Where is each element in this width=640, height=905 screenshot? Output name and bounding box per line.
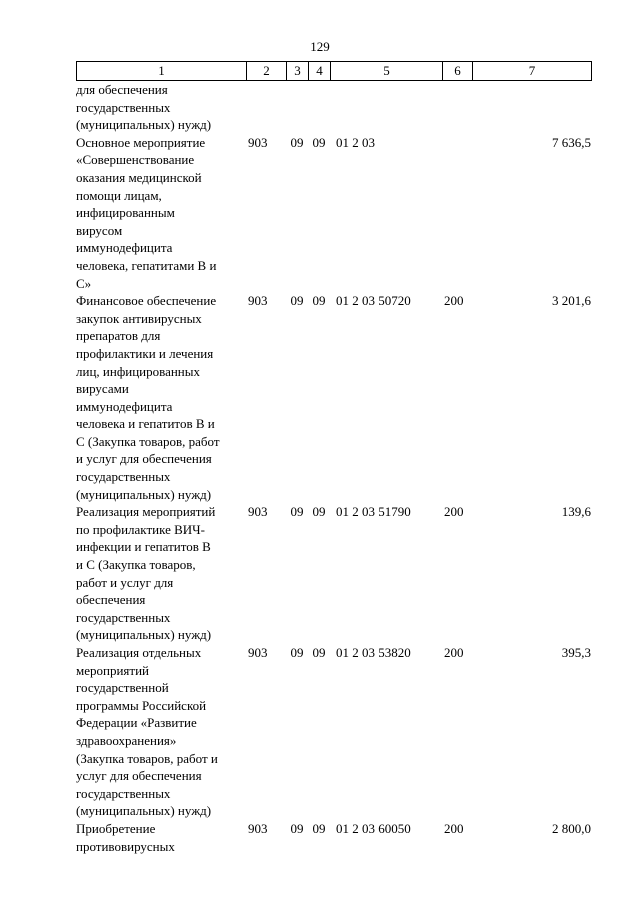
ministry-code: 903 [248,820,268,836]
expense-name-line: инфекции и гепатитов В [76,539,211,555]
target-article-code: 01 2 03 53820 [336,645,411,660]
expense-name-line: иммунодефицита [76,240,173,256]
expense-name-line: программы Российской [76,697,207,713]
expense-name-line: противовирусных [76,838,175,854]
column-header-5: 5 [331,62,443,81]
expense-name [76,644,246,820]
column-header-row [77,62,592,81]
table-row [76,820,591,855]
expense-name [76,134,246,292]
expense-name-line: (муниципальных) нужд) [76,803,212,819]
subsection-code: 09 [312,820,326,836]
amount: 2 800,0 [552,820,591,836]
target-article-code: 01 2 03 51790 [336,504,411,520]
expense-name-line: Приобретение [76,820,156,836]
expense-name [76,820,246,855]
table-row [76,81,591,134]
column-header-6: 6 [443,62,473,81]
column-header-table [76,61,592,81]
column-header-3: 3 [287,62,309,81]
expense-type-code: 200 [444,293,464,309]
column-header-4: 4 [309,62,331,81]
expense-name-line: здравоохранения» [76,732,177,748]
subsection-code: 09 [312,293,326,309]
expense-name-line: обеспечения [76,592,146,608]
expense-name [76,503,246,644]
expense-name-line: Реализация мероприятий [76,504,216,520]
expense-name-line: (муниципальных) нужд) [76,117,212,133]
amount: 395,3 [561,645,591,660]
expense-name-line: вирусами [76,381,129,397]
expense-type-code: 200 [444,820,464,836]
expense-name-line: закупок антивирусных [76,310,202,326]
page-number: 129 [310,39,330,54]
target-article-code: 01 2 03 [336,134,375,150]
expense-name-line: (муниципальных) нужд) [76,486,212,502]
amount: 7 636,5 [552,134,591,150]
expense-name-line: «Совершенствование [76,152,195,168]
expense-name-line: мероприятий [76,662,149,678]
expense-name-line: лиц, инфицированных [76,363,200,379]
table-row [76,644,591,820]
section-code: 09 [290,293,304,309]
ministry-code: 903 [248,645,268,660]
section-code: 09 [290,134,304,150]
column-header-7: 7 [473,62,592,81]
expense-name-line: препаратов для [76,328,161,344]
amount: 139,6 [561,504,591,520]
subsection-code: 09 [312,134,326,150]
table-row [76,503,591,644]
expense-name-line: Федерации «Развитие [76,715,197,731]
ministry-code: 903 [248,504,268,520]
expense-name-line: и С (Закупка товаров, [76,557,196,573]
section-code: 09 [290,645,304,660]
target-article-code: 01 2 03 60050 [336,820,411,836]
expense-name-line: оказания медицинской [76,169,202,185]
expense-type-code: 200 [444,645,464,660]
expense-name-line: (муниципальных) нужд) [76,627,212,643]
expense-name-line: человека, гепатитами В и [76,257,217,273]
expense-name-line: Финансовое обеспечение [76,293,217,309]
subsection-code: 09 [312,645,326,660]
expense-name-line: государственной [76,680,169,696]
expense-name [76,81,246,134]
expense-name [76,292,246,503]
budget-table-body [76,81,591,855]
ministry-code: 903 [248,134,268,150]
subsection-code: 09 [312,504,326,520]
expense-name-line: человека и гепатитов В и [76,416,215,432]
expense-type-code: 200 [444,504,464,520]
expense-name-line: для обеспечения [76,82,168,97]
amount: 3 201,6 [552,293,591,309]
expense-name-line: государственных [76,785,171,801]
expense-name-line: по профилактике ВИЧ- [76,521,205,537]
section-code: 09 [290,504,304,520]
expense-name-line: Реализация отдельных [76,645,202,660]
expense-name-line: С» [76,275,92,291]
expense-name-line: работ и услуг для [76,574,174,590]
expense-name-line: государственных [76,99,171,115]
expense-name-line: иммунодефицита [76,398,173,414]
section-code: 09 [290,820,304,836]
table-row [76,292,591,503]
expense-name-line: инфицированным [76,205,175,221]
expense-name-line: (Закупка товаров, работ и [76,750,218,766]
expense-name-line: вирусом [76,222,123,238]
expense-name-line: государственных [76,609,171,625]
expense-name-line: помощи лицам, [76,187,162,203]
table-row [76,134,591,292]
expense-name-line: Основное мероприятие [76,134,206,150]
expense-name-line: профилактики и лечения [76,345,214,361]
expense-name-line: и услуг для обеспечения [76,451,212,467]
column-header-1: 1 [77,62,247,81]
ministry-code: 903 [248,293,268,309]
expense-name-line: услуг для обеспечения [76,768,202,784]
expense-name-line: государственных [76,469,171,485]
expense-name-line: С (Закупка товаров, работ [76,433,220,449]
column-header-2: 2 [247,62,287,81]
target-article-code: 01 2 03 50720 [336,293,411,309]
